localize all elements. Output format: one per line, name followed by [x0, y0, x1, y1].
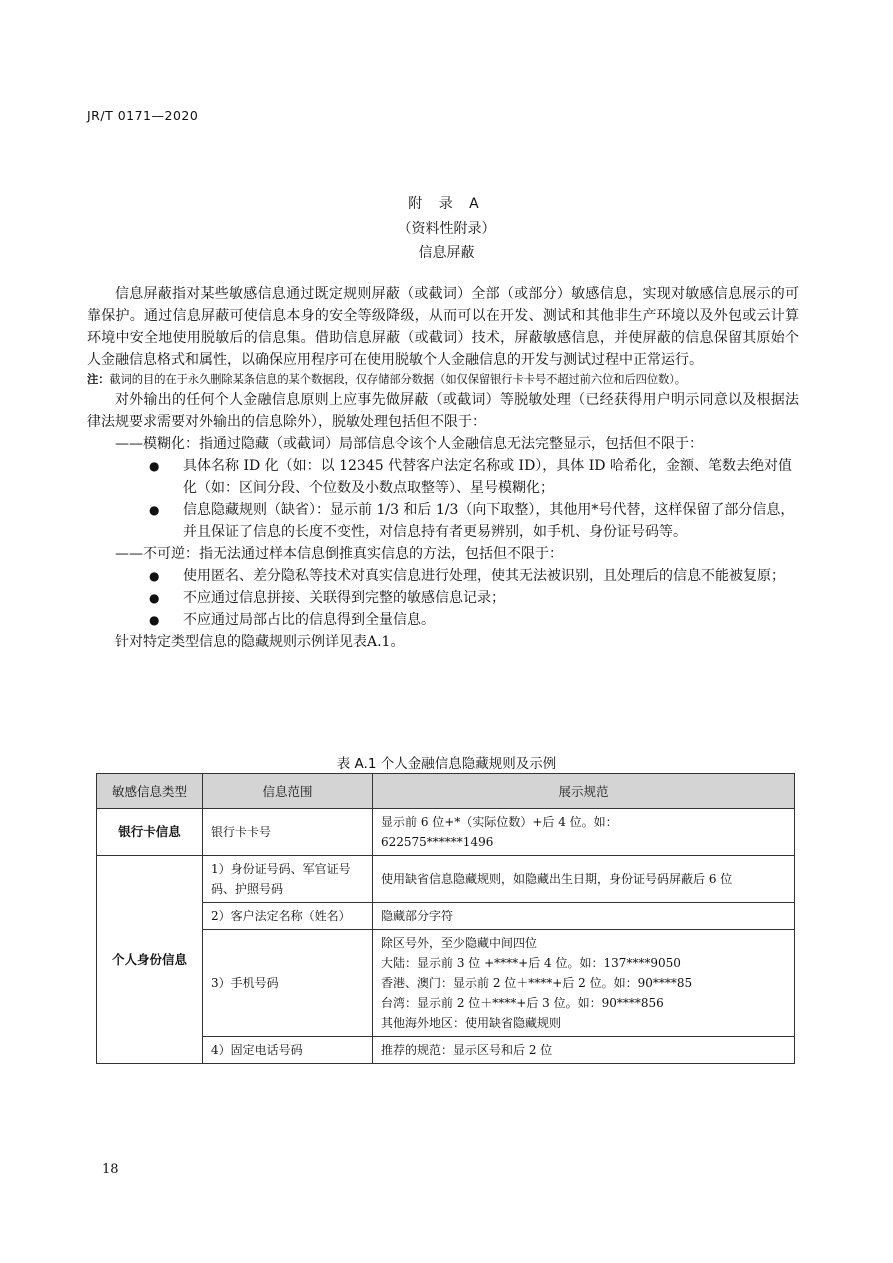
scope-cell: 银行卡卡号	[203, 809, 373, 856]
appendix-type: （资料性附录）	[397, 221, 496, 237]
standard-code: JR/T 0171—2020	[87, 108, 199, 123]
appendix-subject: 信息屏蔽	[418, 245, 475, 261]
table-row	[97, 856, 795, 903]
rule-cell: 显示前 6 位+*（实际位数）+后 4 位。如： 622575******1496	[373, 809, 795, 856]
irreversible-intro: ——不可逆：指无法通过样本信息倒推真实信息的方法，包括但不限于：	[115, 546, 563, 562]
list-item: ● 信息隐藏规则（缺省）：显示前 1/3 和后 1/3（向下取整），其他用*号代替，这样保留了部分信息，并且保证了信息的长度不变性，对信息持有者更易辨别，如手机、身份证号码等。	[87, 499, 799, 543]
fuzzy-intro: ——模糊化：指通过隐藏（或截词）局部信息令该个人金融信息无法完整显示，包括但不限于：	[115, 436, 703, 452]
scope-cell: 3）手机号码	[203, 930, 373, 1037]
bullet-icon: ●	[149, 503, 160, 517]
rule-cell: 隐藏部分字符	[373, 903, 795, 930]
column-header: 敏感信息类型	[97, 774, 203, 809]
bullet-icon: ●	[149, 591, 160, 605]
column-header: 信息范围	[203, 774, 373, 809]
page-number: 18	[102, 1162, 119, 1177]
bullet-icon: ●	[149, 459, 160, 473]
note	[87, 371, 799, 389]
note-label: 注：	[87, 373, 110, 386]
rule-cell: 推荐的规范：显示区号和后 2 位	[373, 1037, 795, 1064]
paragraph-output: 对外输出的任何个人金融信息原则上应事先做屏蔽（或截词）等脱敏处理（已经获得用户明示同意以及根据法律法规要求需要对外输出的信息除外），脱敏处理包括但不限于：	[87, 392, 799, 430]
column-header: 展示规范	[373, 774, 795, 809]
bullet-icon: ●	[149, 569, 160, 583]
category-cell: 银行卡信息	[97, 809, 203, 856]
note-text: 截词的目的在于永久删除某条信息的某个数据段，仅存储部分数据（如仅保留银行卡卡号不超过前六位和后四位数）。	[109, 373, 686, 386]
appendix-title: 附 录 A	[408, 196, 485, 212]
scope-cell: 1）身份证号码、军官证号码、护照号码	[203, 856, 373, 903]
rule-cell: 除区号外，至少隐藏中间四位 大陆：显示前 3 位 +****+后 4 位。如：137****9050 香港、澳门：显示前 2 位＋****+后 2 位。如：90****85 台湾：显示前 2 位＋****+后 3 位。如：90****856 其他海外地区：使用缺省隐藏规则	[373, 930, 795, 1037]
list-item: ● 不应通过信息拼接、关联得到完整的敏感信息记录；	[87, 587, 799, 609]
table-header-row	[97, 774, 795, 809]
masking-rules-table	[96, 773, 795, 1064]
table-title: 表 A.1 个人金融信息隐藏规则及示例	[336, 756, 557, 772]
see-table-line: 针对特定类型信息的隐藏规则示例详见表A.1。	[115, 634, 405, 650]
paragraph-definition: 信息屏蔽指对某些敏感信息通过既定规则屏蔽（或截词）全部（或部分）敏感信息，实现对敏感信息展示的可靠保护。通过信息屏蔽可使信息本身的安全等级降级，从而可以在开发、测试和其他非生产环境以及外包或云计算环境中安全地使用脱敏后的信息集。借助信息屏蔽（或截词）技术，屏蔽敏感信息，并使屏蔽的信息保留其原始个人金融信息格式和属性，以确保应用程序可在使用脱敏个人金融信息的开发与测试过程中正常运行。	[87, 286, 799, 368]
bullet-icon: ●	[149, 613, 160, 627]
list-item: ● 不应通过局部占比的信息得到全量信息。	[87, 609, 799, 631]
table-row	[97, 809, 795, 856]
category-cell: 个人身份信息	[97, 856, 203, 1064]
rule-cell: 使用缺省信息隐藏规则，如隐藏出生日期，身份证号码屏蔽后 6 位	[373, 856, 795, 903]
list-item: ● 使用匿名、差分隐私等技术对真实信息进行处理，使其无法被识别，且处理后的信息不能被复原；	[87, 565, 799, 587]
scope-cell: 4）固定电话号码	[203, 1037, 373, 1064]
scope-cell: 2）客户法定名称（姓名）	[203, 903, 373, 930]
list-item: ● 具体名称 ID 化（如：以 12345 代替客户法定名称或 ID），具体 ID 哈希化，金额、笔数去绝对值化（如：区间分段、个位数及小数点取整等）、星号模糊化；	[87, 455, 799, 499]
body-text	[87, 283, 799, 653]
